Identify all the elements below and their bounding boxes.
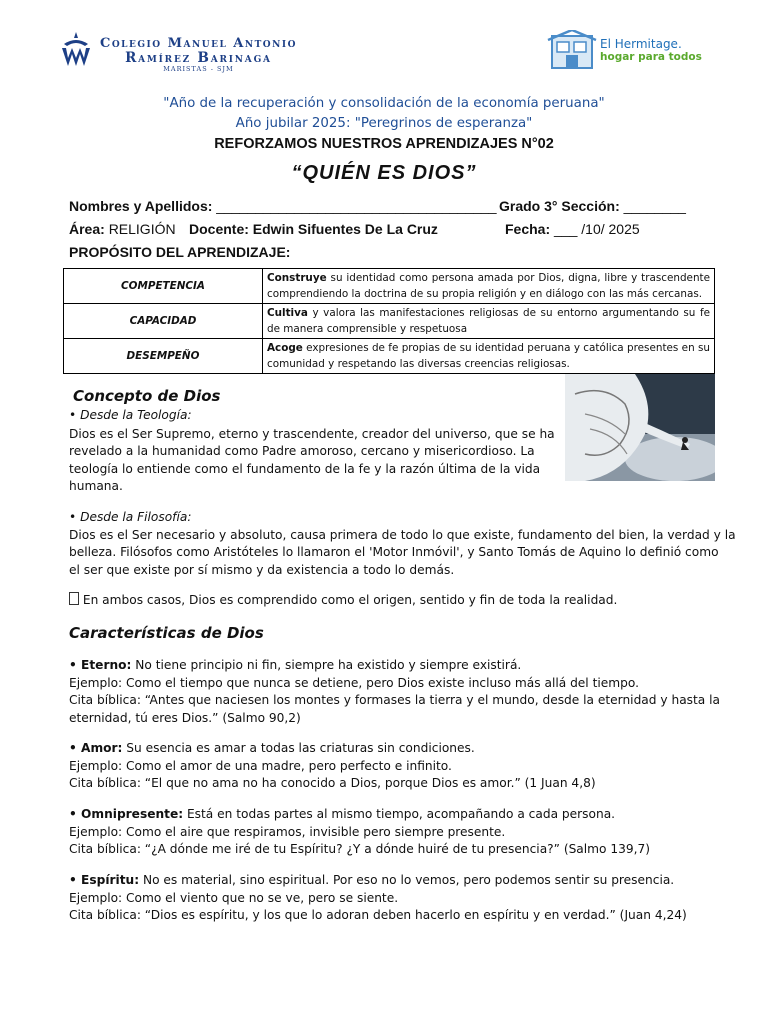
espiritu-line xyxy=(69,872,674,890)
motto-line1: "Año de la recuperación y consolidación de la economía peruana" xyxy=(163,96,605,111)
school-name-line2: Ramírez Barinaga xyxy=(125,50,272,66)
amor-example: Ejemplo: Como el amor de una madre, pero perfecto e infinito. xyxy=(69,759,452,773)
hermitage-line2: hogar para todos xyxy=(600,51,702,63)
amor-def: Su esencia es amar a todas las criaturas sin condiciones. xyxy=(122,741,475,755)
eterno-term: • Eterno: xyxy=(69,658,132,672)
eterno-quote: Cita bíblica: “Antes que naciesen los montes y formases la tierra y el mundo, desde la eternidad y hasta la xyxy=(69,693,720,707)
motto-line2: Año jubilar 2025: "Peregrinos de esperanza" xyxy=(235,116,533,131)
fecha-field xyxy=(505,221,640,237)
school-name-line1: Colegio Manuel Antonio xyxy=(100,36,297,51)
competencia-text: su identidad como persona amada por Dios, digna, libre y trascendente comprendiendo la doctrina de su propia religión y en diálogo con las más cercanas. xyxy=(267,272,710,300)
hermitage-logo-text xyxy=(600,38,702,64)
competencia-desc xyxy=(263,269,715,304)
grado-label: Grado 3° Sección: xyxy=(499,198,620,214)
espiritu-quote: Cita bíblica: “Dios es espíritu, y los que lo adoran deben hacerlo en espíritu y en verdad.” (Juan 4,24) xyxy=(69,908,687,922)
docente-label: Docente: Edwin Sifuentes De La Cruz xyxy=(189,221,438,237)
concepto-heading: Concepto de Dios xyxy=(73,387,221,405)
capacidad-text: y valora las manifestaciones religiosas de su entorno argumentando su fe de manera comprensible y respetuosa xyxy=(267,307,710,335)
god-illustration xyxy=(565,374,715,481)
competencia-label: COMPETENCIA xyxy=(64,269,263,304)
omnipresente-quote: Cita bíblica: “¿A dónde me iré de tu Espíritu? ¿Y a dónde huiré de tu presencia?” (Salmo 139,7) xyxy=(69,842,651,856)
area-field xyxy=(69,221,176,237)
desempeno-label: DESEMPEÑO xyxy=(64,339,263,374)
area-value: RELIGIÓN xyxy=(108,221,176,237)
docente-field xyxy=(189,221,438,237)
hermitage-house-logo xyxy=(546,30,598,72)
omnipresente-def: Está en todas partes al mismo tiempo, acompañando a cada persona. xyxy=(183,807,616,821)
omnipresente-term: • Omnipresente: xyxy=(69,807,184,821)
fecha-value: ___ /10/ 2025 xyxy=(554,221,640,237)
school-name xyxy=(100,37,297,74)
school-crest-logo xyxy=(58,30,94,70)
competencia-verb: Construye xyxy=(267,272,327,284)
omnipresente-line xyxy=(69,806,615,824)
proposito-label: PROPÓSITO DEL APRENDIZAJE: xyxy=(69,244,291,260)
table-row xyxy=(64,304,715,339)
nombres-field xyxy=(69,198,497,214)
document-heading: REFORZAMOS NUESTROS APRENDIZAJES N°02 xyxy=(214,136,554,152)
teologia-label: • Desde la Teología: xyxy=(69,408,192,422)
amor-quote: Cita bíblica: “El que no ama no ha conocido a Dios, porque Dios es amor.” (1 Juan 4,8) xyxy=(69,776,596,790)
hermitage-line1: El Hermitage. xyxy=(600,37,682,51)
filosofia-line: el ser que existe por sí mismo y da existencia a todo lo demás. xyxy=(69,563,455,577)
filosofia-line: belleza. Filósofos como Aristóteles lo llamaron el 'Motor Inmóvil', y Santo Tomás de Aquino lo definió como xyxy=(69,545,719,559)
area-label: Área: xyxy=(69,221,105,237)
eterno-example: Ejemplo: Como el tiempo que nunca se detiene, pero Dios existe incluso más allá del tiempo. xyxy=(69,676,639,690)
desempeno-text: expresiones de fe propias de su identidad peruana y católica presentes en su comunidad y respetando las diversas creencias religiosas. xyxy=(267,342,710,370)
eterno-line xyxy=(69,657,521,675)
espiritu-term: • Espíritu: xyxy=(69,873,140,887)
teologia-line: revelado a la humanidad como Padre amoroso, cercano y misericordioso. La xyxy=(69,444,535,458)
fecha-label: Fecha: xyxy=(505,221,551,237)
competency-table xyxy=(63,268,715,374)
summary-line xyxy=(69,592,617,610)
teologia-line: humana. xyxy=(69,479,123,493)
grado-field xyxy=(499,198,686,214)
proposito-field xyxy=(69,244,290,260)
espiritu-example: Ejemplo: Como el viento que no se ve, pero se siente. xyxy=(69,891,399,905)
grado-blank: ________ xyxy=(623,198,686,214)
filosofia-label: • Desde la Filosofía: xyxy=(69,510,192,524)
summary-text: En ambos casos, Dios es comprendido como el origen, sentido y fin de toda la realidad. xyxy=(79,593,618,607)
school-name-line3: MARISTAS - SJM xyxy=(163,65,234,73)
teologia-line: teología lo entiende como el fundamento de la fe y la razón última de la vida xyxy=(69,462,541,476)
nombres-blank: ____________________________________ xyxy=(216,198,497,214)
amor-line xyxy=(69,740,475,758)
omnipresente-example: Ejemplo: Como el aire que respiramos, invisible pero siempre presente. xyxy=(69,825,506,839)
eterno-def: No tiene principio ni fin, siempre ha existido y siempre existirá. xyxy=(131,658,522,672)
filosofia-line: Dios es el Ser necesario y absoluto, causa primera de todo lo que existe, fundamento del bien, la verdad y la xyxy=(69,528,736,542)
capacidad-label: CAPACIDAD xyxy=(64,304,263,339)
missing-glyph-icon xyxy=(69,592,79,605)
capacidad-desc xyxy=(263,304,715,339)
eterno-quote-cont: eternidad, tú eres Dios.” (Salmo 90,2) xyxy=(69,711,301,725)
desempeno-verb: Acoge xyxy=(267,342,303,354)
capacidad-verb: Cultiva xyxy=(267,307,308,319)
nombres-label: Nombres y Apellidos: xyxy=(69,198,213,214)
document-title: “QUIÉN ES DIOS” xyxy=(291,162,477,184)
teologia-line: Dios es el Ser Supremo, eterno y trascendente, creador del universo, que se ha xyxy=(69,427,555,441)
table-row xyxy=(64,269,715,304)
desempeno-desc xyxy=(263,339,715,374)
table-row xyxy=(64,339,715,374)
espiritu-def: No es material, sino espiritual. Por eso no lo vemos, pero podemos sentir su presencia. xyxy=(139,873,675,887)
amor-term: • Amor: xyxy=(69,741,123,755)
caracteristicas-heading: Características de Dios xyxy=(69,624,264,642)
